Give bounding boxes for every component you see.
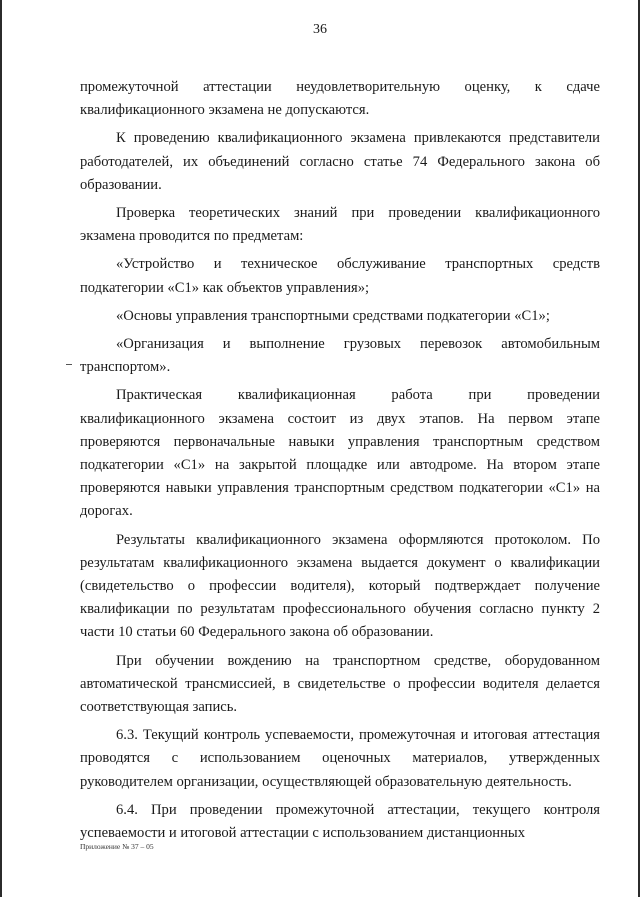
- scan-edge-left: [0, 0, 2, 897]
- paragraph-employers: К проведению квалификационного экзамена привлекаются представители работодателей, их объединений согласно статье 74 Федерального закона об образовании.: [80, 130, 600, 193]
- paragraph-continuation: промежуточной аттестации неудовлетворительную оценку, к сдаче квалификационного экзамена не допускаются.: [80, 79, 600, 119]
- subject-item-driving-basics: «Основы управления транспортными средствами подкатегории «С1»;: [116, 307, 550, 324]
- paragraph-section-6-4: 6.4. При проведении промежуточной аттестации, текущего контроля успеваемости и итоговой аттестации с использованием дистанционных: [80, 801, 600, 842]
- subject-item-vehicle-design: «Устройство и техническое обслуживание транспортных средств подкатегории «С1» как объектов управления»;: [80, 256, 600, 296]
- footer-annex-label: Приложение № 37 – 05: [80, 842, 154, 851]
- scan-mark: [66, 364, 72, 365]
- subject-item-cargo-transport: «Организация и выполнение грузовых перевозок автомобильным транспортом».: [80, 336, 600, 376]
- page-number: 36: [313, 22, 327, 37]
- paragraph-practical-work: Практическая квалификационная работа при проведении квалификационного экзамена состоит из двух этапов. На первом этапе проверяются первоначальные навыки управления транспортным средством подкатегории «С1» на закрытой площадке или автодроме. На втором этапе проверяются навыки управления транспортным средством подкатегории «С1» на дорогах.: [80, 387, 600, 520]
- paragraph-automatic-transmission: При обучении вождению на транспортном средстве, оборудованном автоматической трансмиссией, в свидетельстве о профессии водителя делается соответствующая запись.: [80, 652, 600, 716]
- body-text: [80, 76, 600, 850]
- paragraph-theory-check: Проверка теоретических знаний при проведении квалификационного экзамена проводится по предметам:: [80, 205, 600, 245]
- paragraph-section-6-3: 6.3. Текущий контроль успеваемости, промежуточная и итоговая аттестация проводятся с использованием оценочных материалов, утвержденных руководителем организации, осуществляющей образовательную деятельность.: [80, 727, 600, 790]
- paragraph-results: Результаты квалификационного экзамена оформляются протоколом. По результатам квалификационного экзамена выдается документ о квалификации (свидетельство о профессии водителя), который подтверждает получение квалификации по результатам профессионального обучения согласно пункту 2 части 10 статьи 60 Федерального закона об образовании.: [80, 531, 600, 641]
